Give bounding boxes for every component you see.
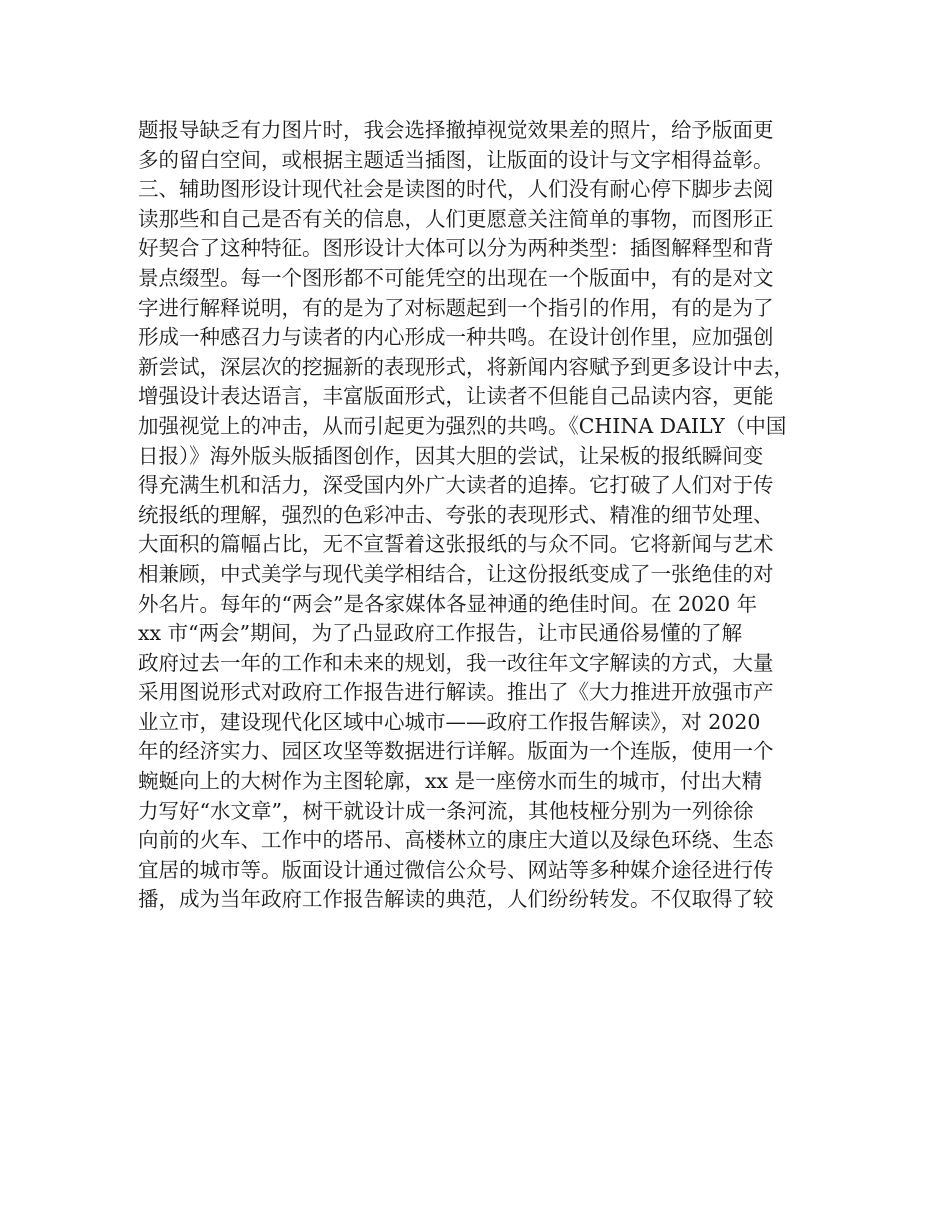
text-line: 新尝试，深层次的挖掘新的表现形式，将新闻内容赋予到更多设计中去， [138, 354, 794, 379]
text-line: 增强设计表达语言，丰富版面形式，让读者不但能自己品读内容，更能 [138, 384, 774, 409]
text-line: 相兼顾，中式美学与现代美学相结合，让这份报纸变成了一张绝佳的对 [138, 561, 774, 586]
text-line: 统报纸的理解，强烈的色彩冲击、夸张的表现形式、精准的细节处理、 [138, 502, 774, 527]
text-line: 蜿蜒向上的大树作为主图轮廓，xx 是一座傍水而生的城市，付出大精 [138, 769, 763, 794]
text-line: 得充满生机和活力，深受国内外广大读者的追捧。它打破了人们对于传 [138, 473, 774, 498]
body-text [138, 116, 828, 915]
text-line: xx 市“两会”期间，为了凸显政府工作报告，让市民通俗易懂的了解 [138, 621, 743, 646]
text-line: 业立市，建设现代化区域中心城市——政府工作报告解读》，对 2020 [138, 709, 761, 734]
text-line: 加强视觉上的冲击，从而引起更为强烈的共鸣。《CHINA DAILY（中国 [138, 413, 787, 438]
text-line: 题报导缺乏有力图片时，我会选择撤掉视觉效果差的照片，给予版面更 [138, 118, 774, 142]
text-line: 多的留白空间，或根据主题适当插图，让版面的设计与文字相得益彰。 [138, 147, 774, 172]
text-line: 字进行解释说明，有的是为了对标题起到一个指引的作用，有的是为了 [138, 295, 774, 320]
text-line: 读那些和自己是否有关的信息，人们更愿意关注简单的事物，而图形正 [138, 206, 774, 231]
text-line: 三、辅助图形设计现代社会是读图的时代，人们没有耐心停下脚步去阅 [138, 177, 774, 202]
text-line: 播，成为当年政府工作报告解读的典范，人们纷纷转发。不仅取得了较 [138, 887, 774, 912]
text-line: 向前的火车、工作中的塔吊、高楼林立的康庄大道以及绿色环绕、生态 [138, 828, 774, 853]
text-line: 宜居的城市等。版面设计通过微信公众号、网站等多种媒介途径进行传 [138, 857, 774, 882]
text-line: 大面积的篇幅占比，无不宣誓着这张报纸的与众不同。它将新闻与艺术 [138, 532, 774, 557]
text-line: 景点缀型。每一个图形都不可能凭空的出现在一个版面中，有的是对文 [138, 265, 774, 290]
text-line: 采用图说形式对政府工作报告进行解读。推出了《大力推进开放强市产 [138, 680, 774, 705]
text-line: 年的经济实力、园区攻坚等数据进行详解。版面为一个连版，使用一个 [138, 739, 774, 764]
text-line: 政府过去一年的工作和未来的规划，我一改往年文字解读的方式，大量 [138, 650, 774, 675]
text-line: 外名片。每年的“两会”是各家媒体各显神通的绝佳时间。在 2020 年 [138, 591, 758, 616]
text-line: 形成一种感召力与读者的内心形成一种共鸣。在设计创作里，应加强创 [138, 325, 774, 350]
text-line: 好契合了这种特征。图形设计大体可以分为两种类型：插图解释型和背 [138, 236, 774, 261]
text-line: 日报）》海外版头版插图创作，因其大胆的尝试，让呆板的报纸瞬间变 [138, 443, 764, 468]
text-line: 力写好“水文章”，树干就设计成一条河流，其他枝桠分别为一列徐徐 [138, 798, 754, 823]
